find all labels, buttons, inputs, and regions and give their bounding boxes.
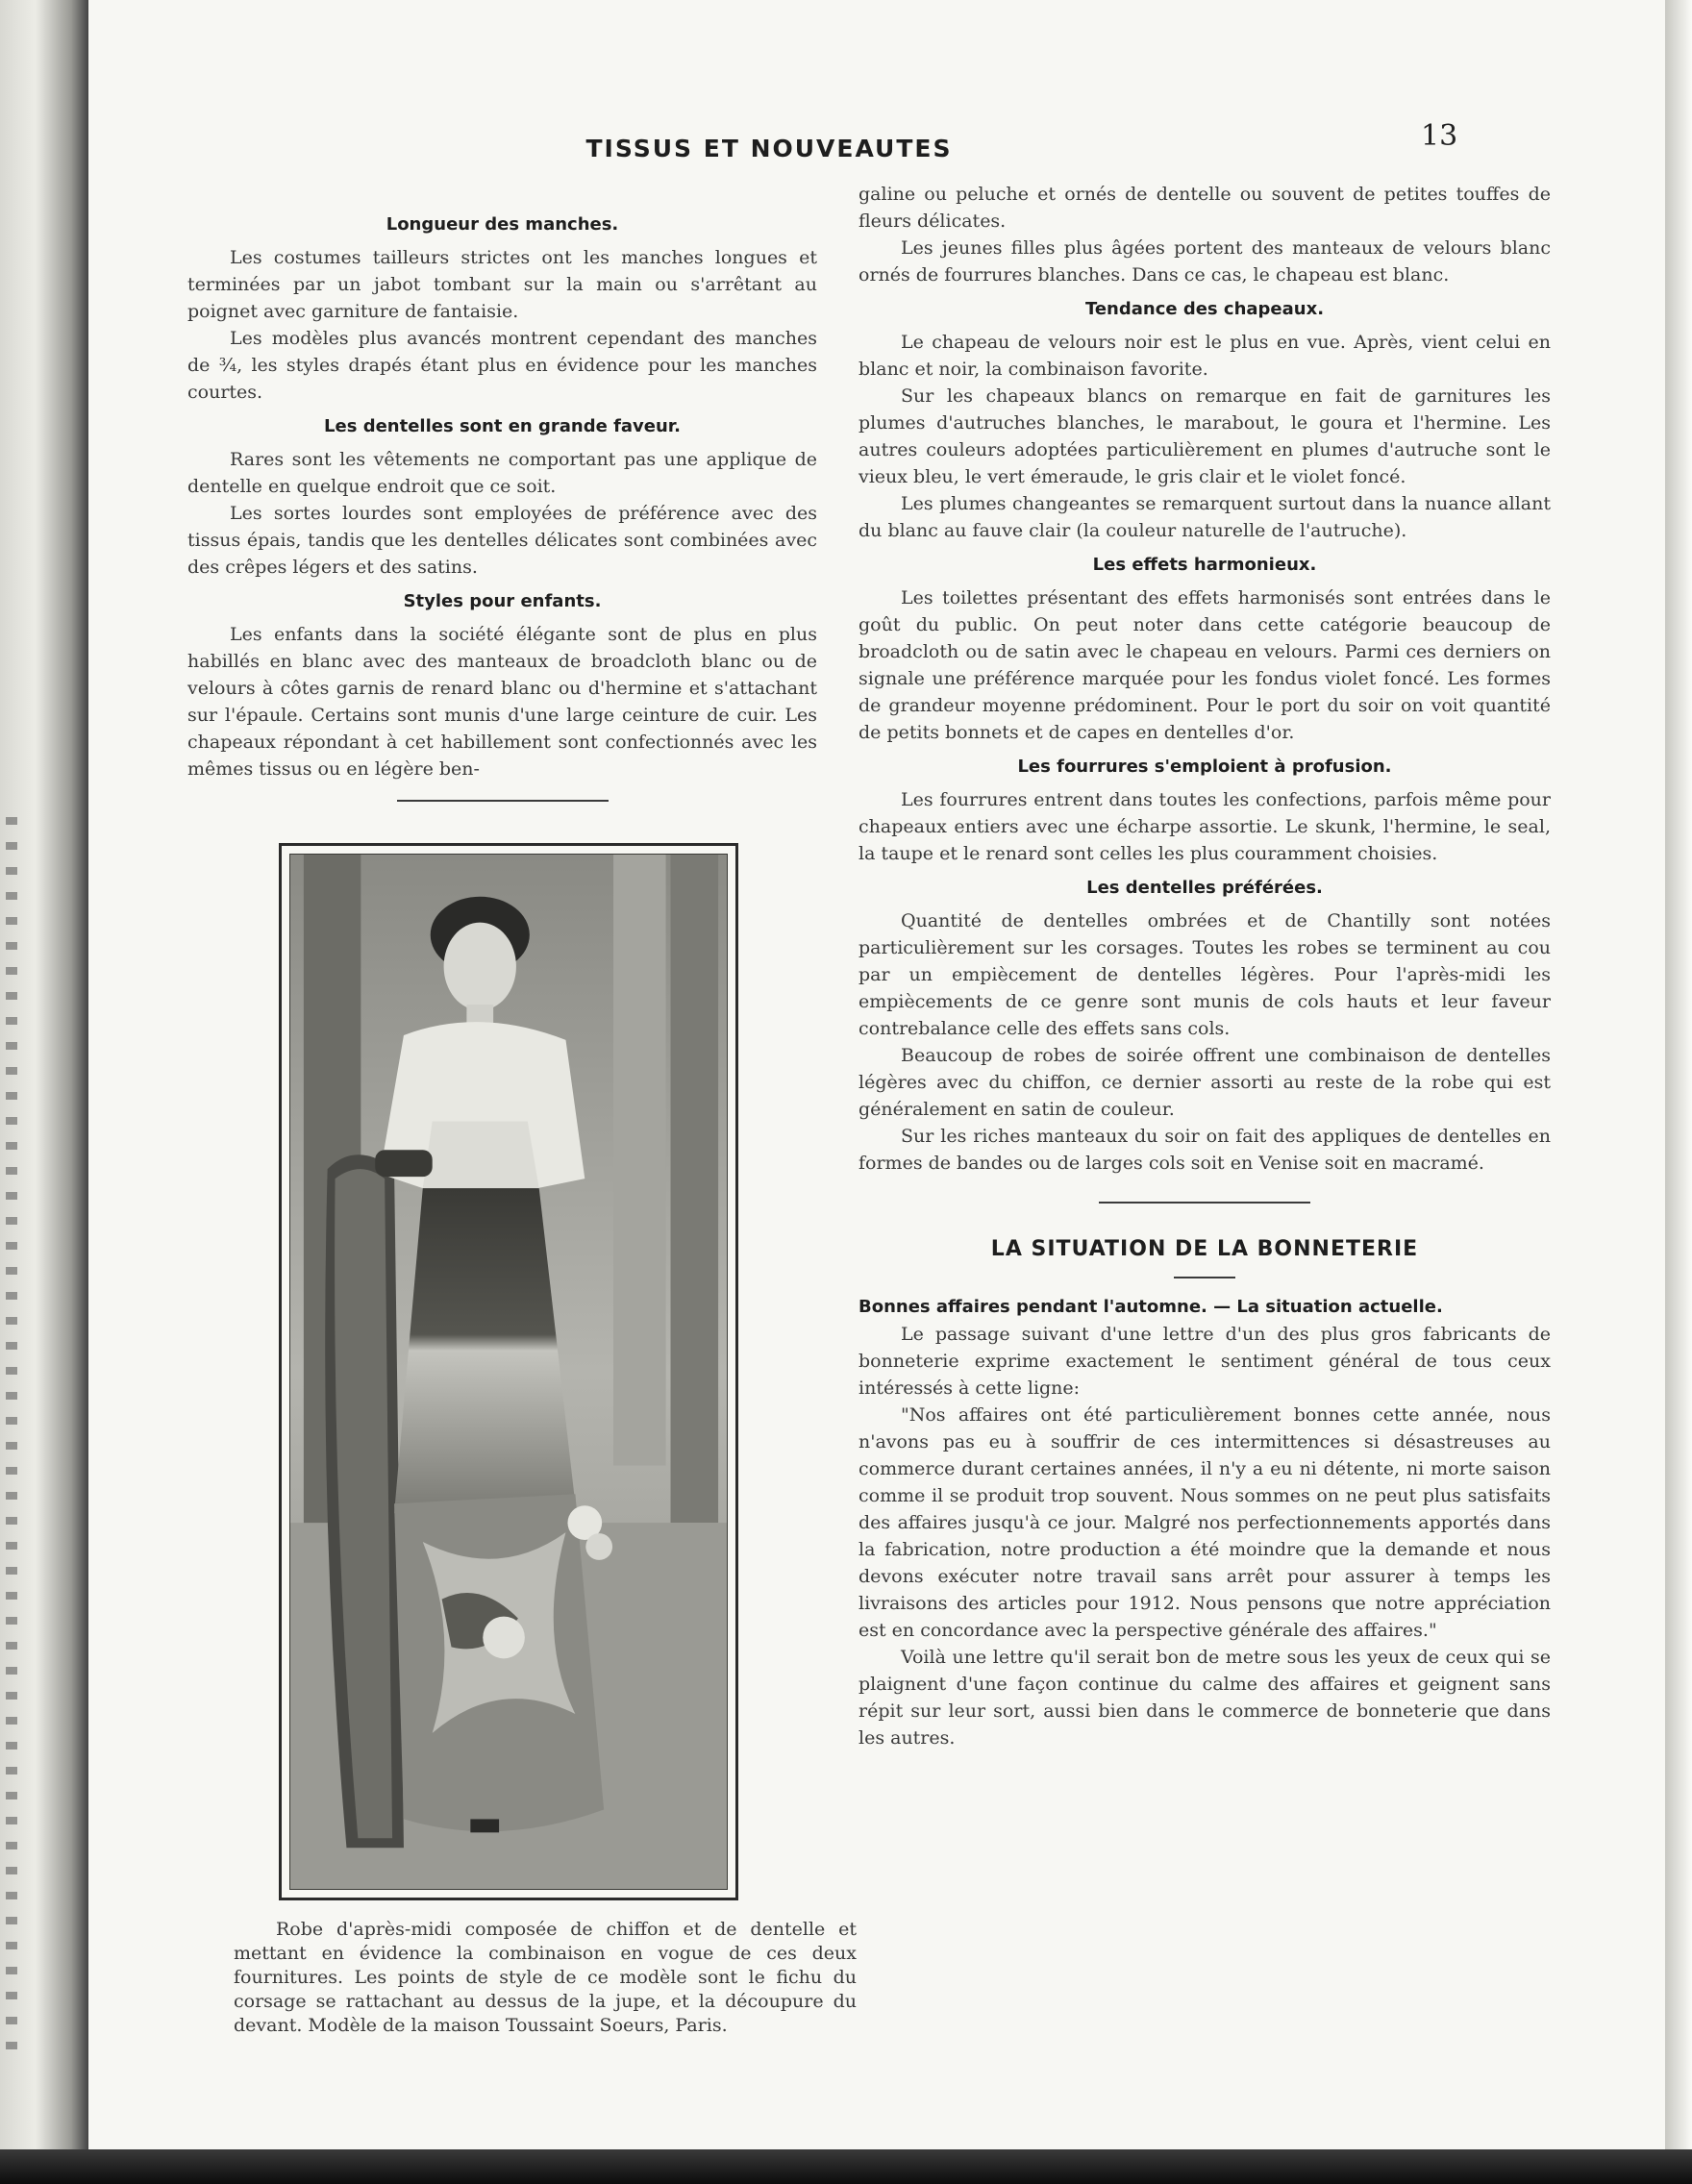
article-subheading: Bonnes affaires pendant l'automne. — La situation actuelle. [858,1297,1443,1317]
paragraph: Les fourrures entrent dans toutes les confections, parfois même pour chapeaux entiers avec une écharpe assortie. Le skunk, l'hermine, le seal, la taupe et le renard sont celles les plus couramment choisies. [858,789,1551,864]
woman-in-dress-image [289,854,728,1890]
paragraph: Le passage suivant d'une lettre d'un des plus gros fabricants de bonneterie exprime exactement le sentiment général de tous ceux intéressés à cette ligne: [858,1324,1551,1399]
paragraph: Rares sont les vêtements ne comportant pas une applique de dentelle en quelque endroit que ce soit. [187,449,817,497]
section-heading: Styles pour enfants. [403,591,602,611]
section-heading: Les dentelles préférées. [1086,878,1323,898]
paragraph: Le chapeau de velours noir est le plus en vue. Après, vient celui en blanc et noir, la combinaison favorite. [858,332,1551,380]
left-column [187,204,817,819]
binding-stitches [6,817,17,2067]
paragraph: Les modèles plus avancés montrent cependant des manches de ¾, les styles drapés étant plus en évidence pour les manches courtes. [187,328,817,403]
paragraph: Les jeunes filles plus âgées portent des manteaux de velours blanc ornés de fourrures blanches. Dans ce cas, le chapeau est blanc. [858,237,1551,285]
paragraph: Quantité de dentelles ombrées et de Chantilly sont notées particulièrement sur les corsages. Toutes les robes se terminent au cou par un empiècement de dentelles légères. Pour l'après-midi les empiècements de ce genre sont munis de cols hauts et leur faveur contrebalance celle des effets sans cols. [858,910,1551,1039]
right-column [858,181,1551,1751]
paragraph: Les plumes changeantes se remarquent surtout dans la nuance allant du blanc au fauve clair (la couleur naturelle de l'autruche). [858,493,1551,541]
paragraph: Les costumes tailleurs strictes ont les manches longues et terminées par un jabot tombant sur la main ou s'arrêtant au poignet avec garniture de fantaisie. [187,247,817,322]
paragraph: Les sortes lourdes sont employées de préférence avec des tissus épais, tandis que les dentelles délicates sont combinées avec des crêpes légers et des satins. [187,503,817,578]
paragraph: Beaucoup de robes de soirée offrent une combinaison de dentelles légères avec du chiffon, ce dernier assorti au reste de la robe qui est généralement en satin de couleur. [858,1045,1551,1120]
paragraph: Voilà une lettre qu'il serait bon de metre sous les yeux de ceux qui se plaignent d'une façon continue du calme des affaires et geignent sans répit sur leur sort, aussi bien dans le commerce de bonneterie que dans les autres. [858,1647,1551,1749]
section-heading: Les dentelles sont en grande faveur. [324,416,681,436]
paragraph-continuation: galine ou peluche et ornés de dentelle ou souvent de petites touffes de fleurs délicates. [858,184,1551,232]
paragraph: Les toilettes présentant des effets harmonisés sont entrées dans le goût du public. On peut noter dans cette catégorie beaucoup de broadcloth ou de satin avec le chapeau en velours. Parmi ces derniers on signale une préférence marquée pour les fondus violet foncé. Les formes de grandeur moyenne prédominent. Pour le port du soir on voit quantité de petits bonnets et de capes en dentelles d'or. [858,587,1551,743]
running-header: TISSUS ET NOUVEAUTES [585,135,953,162]
section-heading: Les fourrures s'emploient à profusion. [1017,757,1392,777]
section-divider [1099,1202,1310,1204]
section-divider [397,800,609,802]
title-underline [1174,1277,1235,1278]
photo-caption: Robe d'après-midi composée de chiffon et de dentelle et mettant en évidence la combinaison en vogue de ces deux fournitures. Les points de style de ce modèle sont le fichu du corsage se rattachant au dessus de la jupe, et la découpure du devant. Modèle de la maison Toussaint Soeurs, Paris. [234,1919,857,2036]
section-heading: Tendance des chapeaux. [1084,299,1325,319]
section-heading: Les effets harmonieux. [1092,555,1317,575]
page-number: 13 [1421,119,1458,153]
quoted-letter: "Nos affaires ont été particulièrement bonnes cette année, nous n'avons pas eu à souffrir de ces intermittences si désastreuses au commerce durant certaines années, il n'y a eu ni détente, ni morte saison comme il se produit trop souvent. Nous sommes on ne peut plus satisfaits des affaires jusqu'à ce jour. Malgré nos perfectionnements apportés dans la fabrication, notre production a été moindre que la demande et nous devons exécuter notre travail sans arrêt pour assurer à temps les livraisons des articles pour 1912. Nous pensons que notre appréciation est en concordance avec la perspective générale des affaires." [858,1404,1551,1641]
page-right-edge [1665,0,1692,2184]
fashion-photograph [279,843,738,1900]
article-title: LA SITUATION DE LA BONNETERIE [990,1237,1419,1261]
scan-bottom-edge [0,2149,1692,2184]
paragraph: Sur les chapeaux blancs on remarque en fait de garnitures les plumes d'autruches blanches, le marabout, le goura et l'hermine. Les autres couleurs adoptées particulièrement en plumes d'autruche sont le vieux bleu, le vert émeraude, le gris clair et le violet foncé. [858,385,1551,487]
paragraph: Les enfants dans la société élégante sont de plus en plus habillés en blanc avec des manteaux de broadcloth blanc ou de velours à côtes garnis de renard blanc ou d'hermine et s'attachant sur l'épaule. Certains sont munis d'une large ceinture de cuir. Les chapeaux répondant à cet habillement sont confectionnés avec les mêmes tissus ou en légère ben- [187,624,817,780]
section-heading: Longueur des manches. [386,214,619,235]
paragraph: Sur les riches manteaux du soir on fait des appliques de dentelles en formes de bandes ou de larges cols soit en Venise soit en macramé. [858,1126,1551,1174]
